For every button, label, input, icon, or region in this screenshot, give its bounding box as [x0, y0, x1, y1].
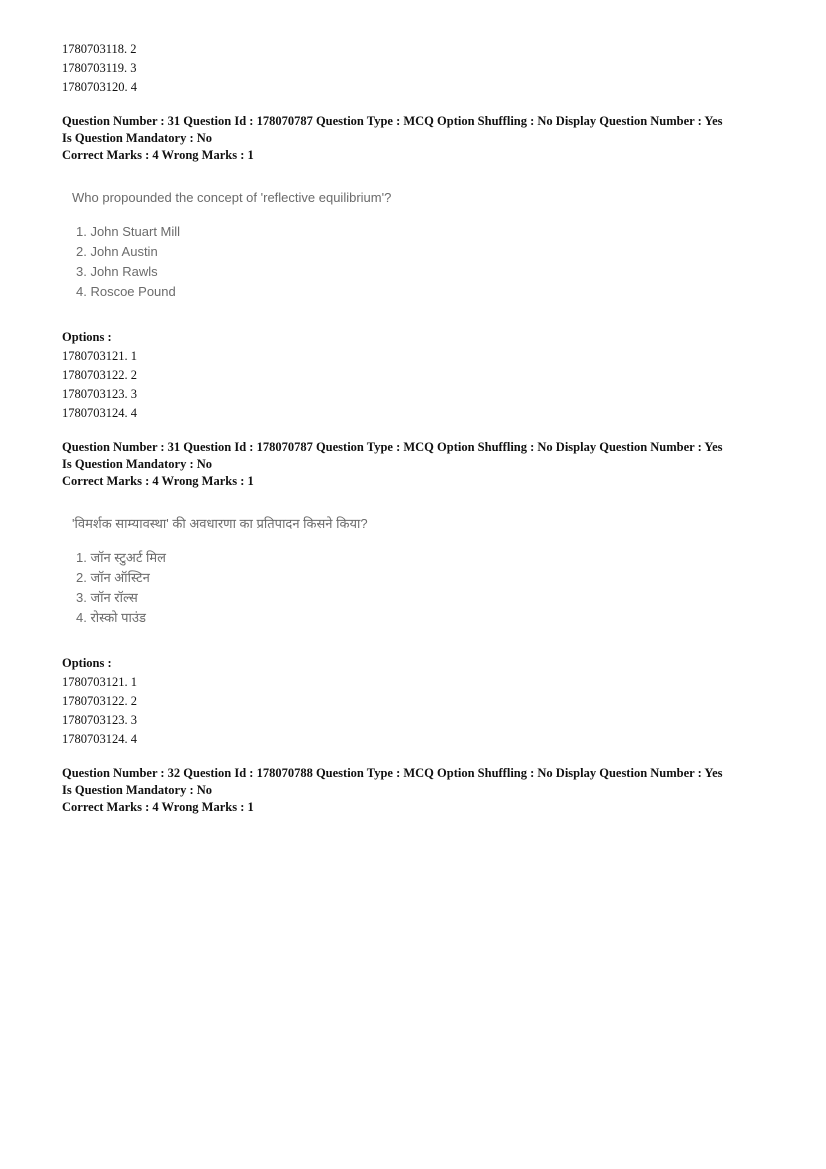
question-header: Question Number : 31 Question Id : 178070787 Question Type : MCQ Option Shuffling : No Display Question Number : Yes: [62, 114, 723, 128]
answer-choice: 4. Roscoe Pound: [76, 284, 176, 299]
question-header: Question Number : 31 Question Id : 178070787 Question Type : MCQ Option Shuffling : No Display Question Number : Yes: [62, 440, 723, 454]
option-id: 1780703118. 2: [62, 42, 137, 56]
answer-choice: 3. John Rawls: [76, 264, 158, 279]
option-id: 1780703121. 1: [62, 349, 137, 363]
question-header: Question Number : 32 Question Id : 178070788 Question Type : MCQ Option Shuffling : No Display Question Number : Yes: [62, 766, 723, 780]
options-label: Options :: [62, 656, 112, 670]
question-text: 'विमर्शक साम्यावस्था' की अवधारणा का प्रतिपादन किसने किया?: [72, 516, 368, 531]
question-block: [62, 113, 772, 423]
question-image: [72, 514, 772, 628]
option-id: 1780703122. 2: [62, 368, 137, 382]
options-label: Options :: [62, 330, 112, 344]
answer-choice: 1. जॉन स्टुअर्ट मिल: [76, 550, 166, 565]
question-block: [62, 765, 772, 816]
question-meta: [62, 113, 772, 164]
option-id: 1780703122. 2: [62, 694, 137, 708]
question-mandatory: Is Question Mandatory : No: [62, 783, 213, 797]
question-text: Who propounded the concept of 'reflective equilibrium'?: [72, 190, 392, 205]
question-mandatory: Is Question Mandatory : No: [62, 457, 213, 471]
question-block: [62, 439, 772, 749]
question-image: [72, 188, 772, 302]
option-id: 1780703123. 3: [62, 713, 137, 727]
question-mandatory: Is Question Mandatory : No: [62, 131, 213, 145]
document-page: [62, 40, 772, 816]
option-id: 1780703124. 4: [62, 406, 137, 420]
previous-options-list: [62, 40, 772, 97]
question-marks: Correct Marks : 4 Wrong Marks : 1: [62, 474, 254, 488]
option-id: 1780703120. 4: [62, 80, 137, 94]
answer-choice: 2. जॉन ऑस्टिन: [76, 570, 150, 585]
question-marks: Correct Marks : 4 Wrong Marks : 1: [62, 148, 254, 162]
answer-choice: 4. रोस्को पाउंड: [76, 610, 146, 625]
question-meta: [62, 765, 772, 816]
option-id: 1780703124. 4: [62, 732, 137, 746]
question-meta: [62, 439, 772, 490]
question-marks: Correct Marks : 4 Wrong Marks : 1: [62, 800, 254, 814]
answer-choice: 2. John Austin: [76, 244, 158, 259]
option-id: 1780703119. 3: [62, 61, 137, 75]
answer-choice: 1. John Stuart Mill: [76, 224, 181, 239]
option-id: 1780703123. 3: [62, 387, 137, 401]
option-id: 1780703121. 1: [62, 675, 137, 689]
answer-choice: 3. जॉन रॉल्स: [76, 590, 138, 605]
